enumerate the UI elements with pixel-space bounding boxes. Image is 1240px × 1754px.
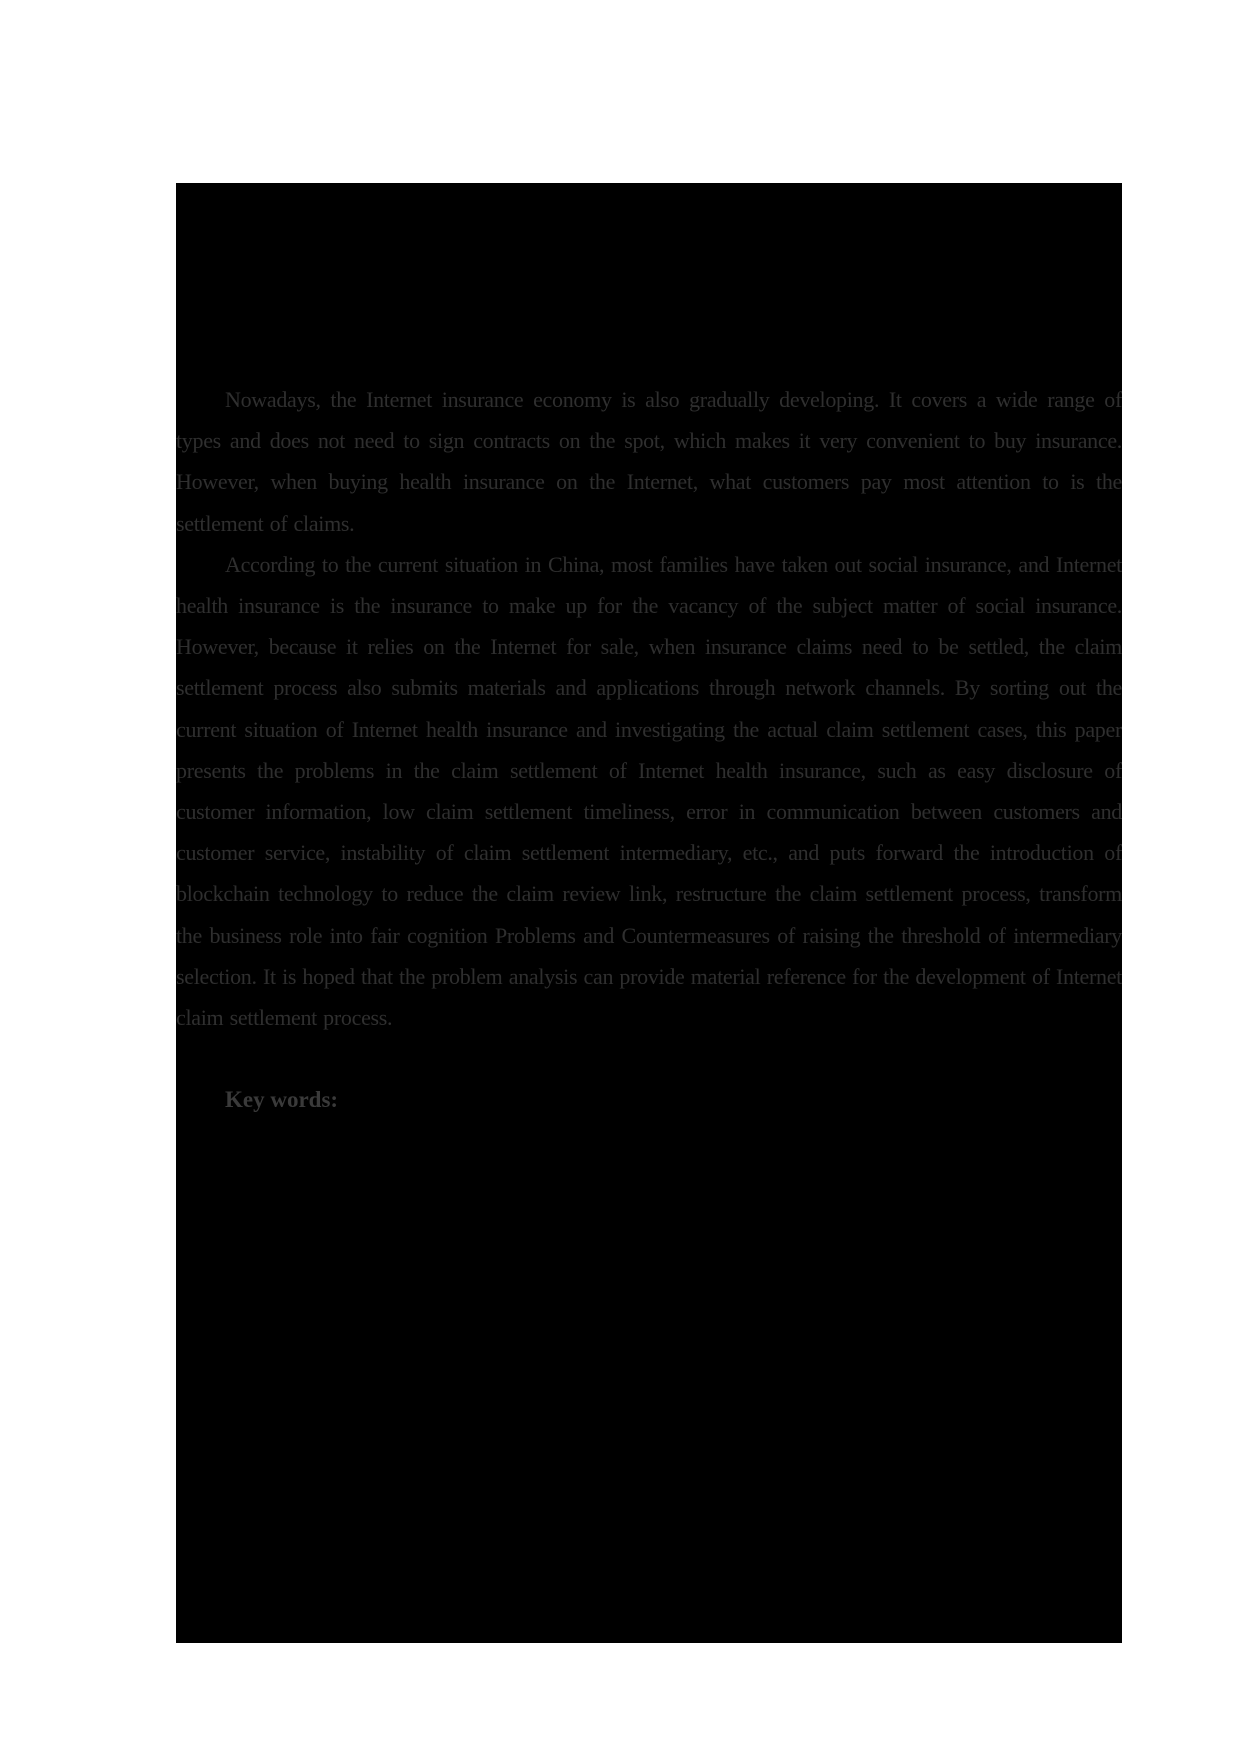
keywords-line (176, 1079, 1122, 1120)
abstract-panel (176, 183, 1122, 1643)
abstract-paragraph-1: Nowadays, the Internet insurance economy is also gradually developing. It covers a wide range of types and does not need to sign contracts on the spot, which makes it very convenient to buy insurance. However, when buying health insurance on the Internet, what customers pay most attention to is the settlement of claims. (176, 387, 1122, 536)
abstract-paragraph-2: According to the current situation in China, most families have taken out social insurance, and Internet health insurance is the insurance to make up for the vacancy of the subject matter of social insurance. However, because it relies on the Internet for sale, when insurance claims need to be settled, the claim settlement process also submits materials and applications through network channels. By sorting out the current situation of Internet health insurance and investigating the actual claim settlement cases, this paper presents the problems in the claim settlement of Internet health insurance, such as easy disclosure of customer information, low claim settlement timeliness, error in communication between customers and customer service, instability of claim settlement intermediary, etc., and puts forward the introduction of blockchain technology to reduce the claim review link, restructure the claim settlement process, transform the business role into fair cognition Problems and Countermeasures of raising the threshold of intermediary selection. It is hoped that the problem analysis can provide material reference for the development of Internet claim settlement process. (176, 551, 1122, 1031)
keywords-label: Key words: (225, 1087, 339, 1113)
